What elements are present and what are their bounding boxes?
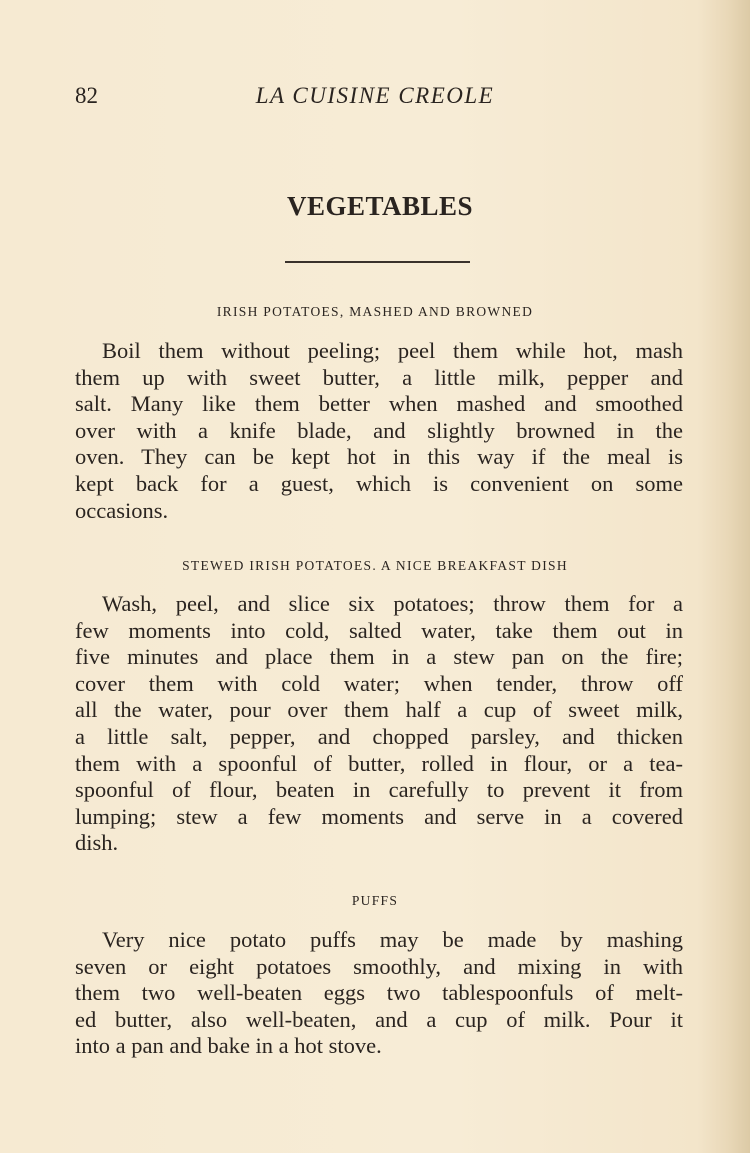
text-line: salt. Many like them better when mashed and smoothed — [75, 391, 683, 417]
title-rule — [285, 261, 470, 263]
text-line: cover them with cold water; when tender, throw off — [75, 670, 683, 696]
text-line: all the water, pour over them half a cup of sweet milk, — [75, 697, 683, 723]
text-line: dish. — [75, 830, 119, 856]
chapter-title: VEGETABLES — [286, 191, 474, 221]
section-heading: STEWED IRISH POTATOES. A NICE BREAKFAST DISH — [182, 558, 568, 573]
text-line: occasions. — [75, 497, 169, 523]
running-title: LA CUISINE CREOLE — [255, 83, 495, 108]
section-paragraph — [75, 338, 683, 524]
text-line: Very nice potato puffs may be made by mashing — [102, 927, 683, 952]
section-heading: IRISH POTATOES, MASHED AND BROWNED — [216, 304, 534, 319]
text-line: oven. They can be kept hot in this way if the meal is — [75, 444, 683, 470]
text-line: kept back for a guest, which is convenient on some — [75, 470, 683, 496]
text-line: Boil them without peeling; peel them while hot, mash — [102, 338, 683, 363]
section-paragraph — [75, 927, 683, 1060]
text-line: spoonful of flour, beaten in carefully to prevent it from — [75, 777, 683, 803]
text-line: over with a knife blade, and slightly browned in the — [75, 417, 683, 443]
text-line: five minutes and place them in a stew pan on the fire; — [75, 644, 683, 670]
text-line: them two well-beaten eggs two tablespoonfuls of melt- — [75, 980, 683, 1006]
text-line: seven or eight potatoes smoothly, and mixing in with — [75, 953, 683, 979]
text-line: them with a spoonful of butter, rolled in flour, or a tea- — [75, 750, 683, 776]
text-line: a little salt, pepper, and chopped parsley, and thicken — [75, 723, 683, 749]
text-line: into a pan and bake in a hot stove. — [75, 1033, 382, 1059]
text-line: lumping; stew a few moments and serve in a covered — [75, 803, 683, 829]
text-line: them up with sweet butter, a little milk, pepper and — [75, 364, 683, 390]
text-line: Wash, peel, and slice six potatoes; throw them for a — [102, 591, 683, 616]
section-heading: PUFFS — [351, 893, 399, 908]
text-line: few moments into cold, salted water, take them out in — [75, 617, 683, 643]
text-line: ed butter, also well-beaten, and a cup of milk. Pour it — [75, 1006, 683, 1032]
section-paragraph — [75, 591, 683, 857]
page-number: 82 — [75, 83, 98, 108]
